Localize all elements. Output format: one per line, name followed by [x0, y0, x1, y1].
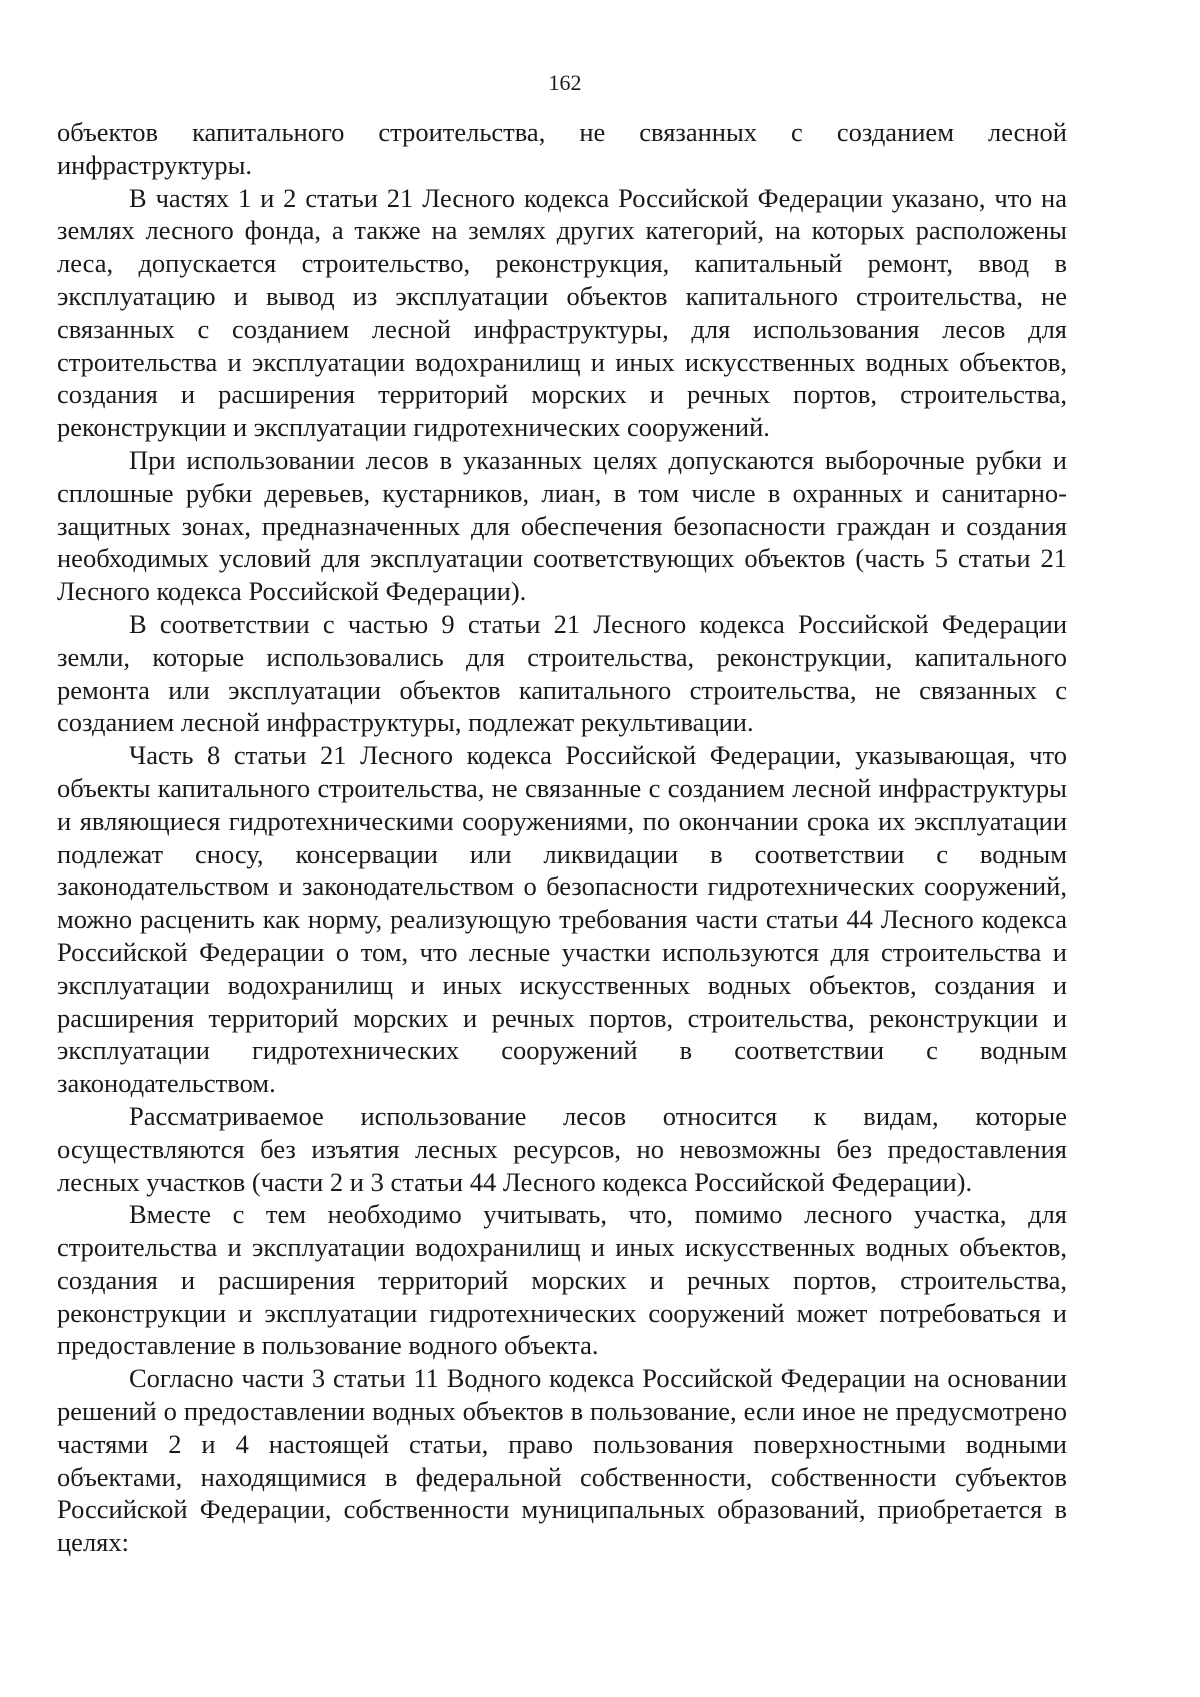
- paragraph: В соответствии с частью 9 статьи 21 Лесного кодекса Российской Федерации земли, которые использовались для строительства, реконструкции, капитального ремонта или эксплуатации объектов капитального строительства, не связанных с созданием лесной инфраструктуры, подлежат рекультивации.: [57, 608, 1067, 738]
- document-body: [57, 116, 1067, 1559]
- paragraph: Вместе с тем необходимо учитывать, что, помимо лесного участка, для строительства и эксплуатации водохранилищ и иных искусственных водных объектов, создания и расширения территорий морских и речных портов, строительства, реконструкции и эксплуатации гидротехнических сооружений может потребоваться и предоставление в пользование водного объекта.: [57, 1199, 1067, 1361]
- page-number: 162: [548, 70, 582, 95]
- paragraph: Часть 8 статьи 21 Лесного кодекса Российской Федерации, указывающая, что объекты капитального строительства, не связанные с созданием лесной инфраструктуры и являющиеся гидротехническими сооружениями, по окончании срока их эксплуатации подлежат сносу, консервации или ликвидации в соответствии с водным законодательством и законодательством о безопасности гидротехнических сооружений, можно расценить как норму, реализующую требования части статьи 44 Лесного кодекса Российской Федерации о том, что лесные участки используются для строительства и эксплуатации водохранилищ и иных искусственных водных объектов, создания и расширения территорий морских и речных портов, строительства, реконструкции и эксплуатации гидротехнических сооружений в соответствии с водным законодательством.: [57, 740, 1067, 1099]
- paragraph: Согласно части 3 статьи 11 Водного кодекса Российской Федерации на основании решений о предоставлении водных объектов в пользование, если иное не предусмотрено частями 2 и 4 настоящей статьи, право пользования поверхностными водными объектами, находящимися в федеральной собственности, собственности субъектов Российской Федерации, собственности муниципальных образований, приобретается в целях:: [57, 1363, 1067, 1558]
- paragraph: При использовании лесов в указанных целях допускаются выборочные рубки и сплошные рубки деревьев, кустарников, лиан, в том числе в охранных и санитарно-защитных зонах, предназначенных для обеспечения безопасности граждан и создания необходимых условий для эксплуатации соответствующих объектов (часть 5 статьи 21 Лесного кодекса Российской Федерации).: [57, 444, 1067, 607]
- paragraph-continuation: объектов капитального строительства, не связанных с созданием лесной инфраструктуры.: [57, 117, 1067, 180]
- paragraph: Рассматриваемое использование лесов относится к видам, которые осуществляются без изъятия лесных ресурсов, но невозможны без предоставления лесных участков (части 2 и 3 статьи 44 Лесного кодекса Российской Федерации).: [57, 1100, 1067, 1197]
- paragraph: В частях 1 и 2 статьи 21 Лесного кодекса Российской Федерации указано, что на землях лесного фонда, а также на землях других категорий, на которых расположены леса, допускается строительство, реконструкция, капитальный ремонт, ввод в эксплуатацию и вывод из эксплуатации объектов капитального строительства, не связанных с созданием лесной инфраструктуры, для использования лесов для строительства и эксплуатации водохранилищ и иных искусственных водных объектов, создания и расширения территорий морских и речных портов, строительства, реконструкции и эксплуатации гидротехнических сооружений.: [57, 182, 1067, 443]
